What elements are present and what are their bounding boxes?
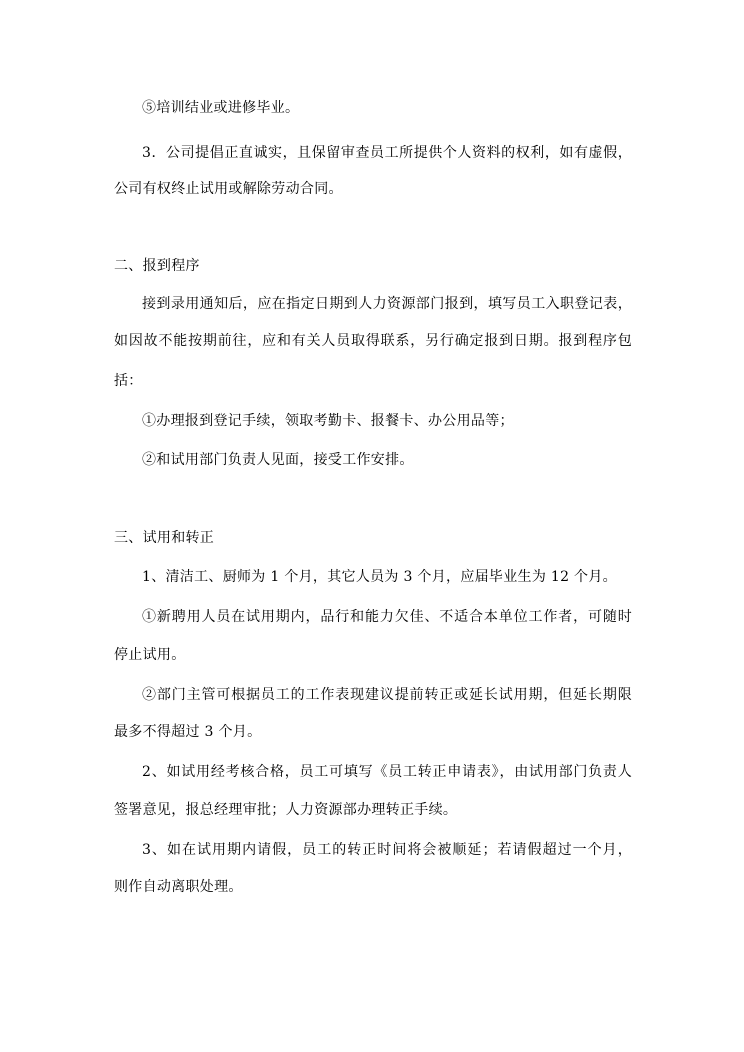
list-item: ①新聘用人员在试用期内，品行和能力欠佳、不适合本单位工作者，可随时 xyxy=(142,609,632,625)
list-item: ②和试用部门负责人见面，接受工作安排。 xyxy=(142,452,414,468)
paragraph-line: 接到录用通知后，应在指定日期到人力资源部门报到，填写员工入职登记表， xyxy=(142,296,632,312)
section-heading: 三、试用和转正 xyxy=(114,530,215,546)
paragraph-line: 如因故不能按期前往，应和有关人员取得联系，另行确定报到日期。报到程序包 xyxy=(114,333,632,349)
paragraph-line: 1、清洁工、厨师为 1 个月，其它人员为 3 个月，应届毕业生为 12 个月。 xyxy=(142,569,617,585)
paragraph-line: 停止试用。 xyxy=(114,647,186,663)
paragraph-line: 签署意见，报总经理审批；人力资源部办理转正手续。 xyxy=(114,802,458,818)
paragraph-line: 则作自动离职处理。 xyxy=(114,879,243,895)
paragraph-line: 最多不得超过 3 个月。 xyxy=(114,724,262,740)
paragraph-line: 括： xyxy=(114,373,143,389)
paragraph-line: 公司有权终止试用或解除劳动合同。 xyxy=(114,181,343,197)
paragraph-line: 3、如在试用期内请假，员工的转正时间将会被顺延；若请假超过一个月， xyxy=(142,842,632,858)
list-item: ①办理报到登记手续，领取考勤卡、报餐卡、办公用品等； xyxy=(142,413,514,429)
paragraph-line: 2、如试用经考核合格，员工可填写《员工转正申请表》，由试用部门负责人 xyxy=(142,764,632,780)
paragraph-line: 3．公司提倡正直诚实，且保留审查员工所提供个人资料的权利，如有虚假， xyxy=(142,145,632,161)
list-item: ②部门主管可根据员工的工作表现建议提前转正或延长试用期，但延长期限 xyxy=(142,687,632,703)
paragraph-line: ⑤培训结业或进修毕业。 xyxy=(142,100,300,116)
section-heading: 二、报到程序 xyxy=(114,258,200,274)
